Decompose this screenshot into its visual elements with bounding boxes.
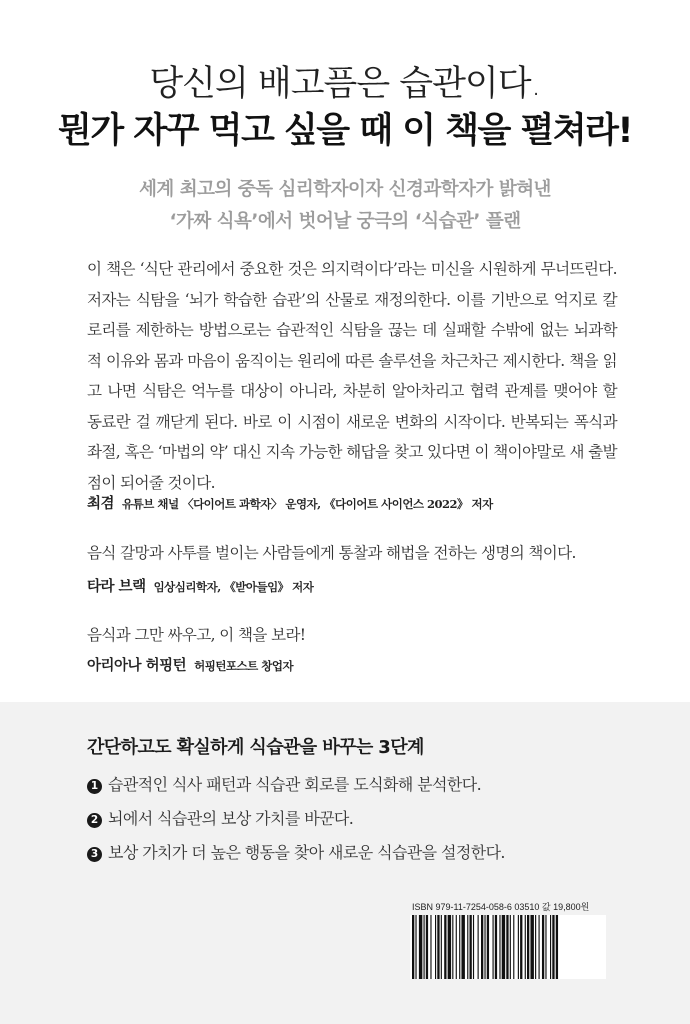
author-description: 임상심리학자, 《받아들임》 저자 xyxy=(153,580,314,594)
subtitle-line-2: ‘가짜 식욕’에서 벗어날 궁극의 ‘식습관’ 플랜 xyxy=(169,211,521,232)
step-item xyxy=(87,840,505,863)
author-name: 타라 브랙 xyxy=(87,578,146,595)
author-description: 허핑턴포스트 창업자 xyxy=(194,659,294,673)
author-description: 유튜브 채널 〈다이어트 과학자〉 운영자, 《다이어트 사이언스 2022》 저자 xyxy=(122,497,493,511)
headline-line-1: 당신의 배고픔은 습관이다. xyxy=(149,64,541,104)
review-main-text: 이 책은 ‘식단 관리에서 중요한 것은 의지력이다’라는 미신을 시원하게 무너뜨린다. 저자는 식탐을 ‘뇌가 학습한 습관’의 산물로 재정의한다. 이를 기반으로 억지로 칼로리를 제한하는 방법으로는 습관적인 식탐을 끊는 데 실패할 수밖에 없는 뇌과학적 이유와 몸과 마음이 움직이는 원리에 따른 솔루션을 차근차근 제시한다. 책을 읽고 나면 식탐은 억누를 대상이 아니라, 차분히 알아차리고 협력 관계를 맺어야 할 동료란 걸 깨닫게 된다. 바로 이 시점이 새로운 변화의 시작이다. 반복되는 폭식과 좌절, 혹은 ‘마법의 약’ 대신 지속 가능한 해답을 찾고 있다면 이 책이야말로 새 출발점이 되어줄 것이다. xyxy=(87,260,617,492)
review-3-text: 음식과 그만 싸우고, 이 책을 보라! xyxy=(87,626,306,644)
step-item xyxy=(87,772,481,795)
step-text: 습관적인 식사 패턴과 식습관 회로를 도식화해 분석한다. xyxy=(108,775,482,794)
step-number-badge: 1 xyxy=(87,779,102,794)
review-2-text: 음식 갈망과 사투를 벌이는 사람들에게 통찰과 해법을 전하는 생명의 책이다. xyxy=(87,544,576,562)
step-text: 보상 가치가 더 높은 행동을 찾아 새로운 식습관을 설정한다. xyxy=(108,843,505,862)
author-name: 아리아나 허핑턴 xyxy=(87,657,187,674)
subtitle-line-1: 세계 최고의 중독 심리학자이자 신경과학자가 밝혀낸 xyxy=(139,179,551,200)
step-number-badge: 3 xyxy=(87,847,102,862)
step-item xyxy=(87,806,353,829)
review-3-author xyxy=(87,654,293,675)
review-main-author xyxy=(87,492,493,513)
isbn-price-label: ISBN 979-11-7254-058-6 03510 값 19,800원 xyxy=(412,902,590,912)
step-text: 뇌에서 식습관의 보상 가치를 바꾼다. xyxy=(108,809,354,828)
step-number-badge: 2 xyxy=(87,813,102,828)
isbn-barcode xyxy=(410,915,606,979)
author-name: 최겸 xyxy=(87,495,115,512)
review-2-author xyxy=(87,575,313,596)
headline-line-2: 뭔가 자꾸 먹고 싶을 때 이 책을 펼쳐라! xyxy=(58,111,632,151)
steps-title: 간단하고도 확실하게 식습관을 바꾸는 3단계 xyxy=(87,737,424,758)
